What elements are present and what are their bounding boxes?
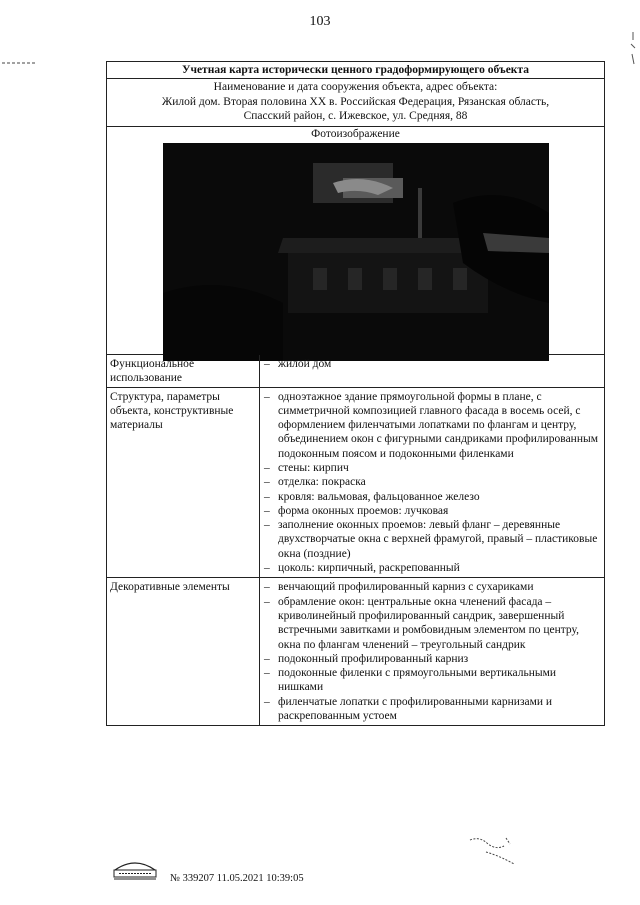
building-photo bbox=[163, 143, 549, 361]
row-label: Структура, параметры объекта, конструктивные материалы bbox=[107, 388, 260, 578]
row-label: Функциональное использование bbox=[107, 355, 260, 387]
row-content bbox=[260, 388, 604, 578]
list-item: – стены: кирпич bbox=[264, 461, 349, 474]
list-item: – цоколь: кирпичный, раскрепованный bbox=[264, 562, 460, 575]
row-structure bbox=[107, 388, 604, 579]
list-item: – жилой дом bbox=[264, 357, 332, 370]
margin-mark bbox=[0, 60, 38, 66]
list-item: – одноэтажное здание прямоугольной формы в плане, с симметричной композицией главного фасада в восемь осей, с оформлением филенчатыми лопатками по флангам и центру, объединением окон с фигурными сандриками профилированным подоконным поясом и подоконными филенками bbox=[264, 390, 598, 460]
photo-label: Фотоизображение bbox=[311, 127, 400, 140]
document-stamp: № 339207 11.05.2021 10:39:05 bbox=[170, 873, 304, 884]
list-item: – кровля: вальмовая, фальцованное железо bbox=[264, 490, 480, 503]
row-label: Декоративные элементы bbox=[107, 578, 260, 725]
list-item: – филенчатые лопатки с профилированными карнизами и раскрепованным устоем bbox=[264, 695, 553, 723]
list-item: – подоконные филенки с прямоугольными вертикальными нишками bbox=[264, 667, 557, 694]
object-info bbox=[107, 79, 604, 127]
registry-logo bbox=[111, 856, 159, 882]
object-info-label: Наименование и дата сооружения объекта, адрес объекта: bbox=[213, 81, 498, 93]
list-item: – обрамление окон: центральные окна членений фасада – криволинейный профилированный сандрик, завершенный встречными завитками и ромбовидным элементом по центру, окна по флангам членений – треугольный сандрик bbox=[264, 595, 580, 651]
list-item: – подоконный профилированный карниз bbox=[264, 652, 469, 665]
object-info-line2: Спасский район, с. Ижевское, ул. Средняя, 88 bbox=[243, 110, 468, 122]
page-number: 103 bbox=[309, 14, 331, 29]
list-item: – форма оконных проемов: лучковая bbox=[264, 504, 449, 517]
row-content bbox=[260, 578, 604, 725]
list-item: – венчающий профилированный карниз с сухариками bbox=[264, 581, 534, 594]
object-info-line1: Жилой дом. Вторая половина XX в. Российская Федерация, Рязанская область, bbox=[161, 95, 550, 108]
photo-section bbox=[107, 127, 604, 355]
list-item: – заполнение оконных проемов: левый фланг – деревянные двухстворчатые окна с верхней фрамугой, правый – пластиковые окна (поздние) bbox=[264, 519, 598, 560]
row-decorative bbox=[107, 578, 604, 725]
row-content bbox=[260, 355, 604, 387]
card-title: Учетная карта исторически ценного градоформирующего объекта bbox=[107, 62, 604, 79]
row-functional-use bbox=[107, 355, 604, 388]
corner-scan-mark bbox=[628, 30, 638, 66]
registration-card bbox=[106, 61, 605, 726]
list-item: – отделка: покраска bbox=[264, 476, 366, 489]
handwritten-mark bbox=[466, 830, 524, 870]
